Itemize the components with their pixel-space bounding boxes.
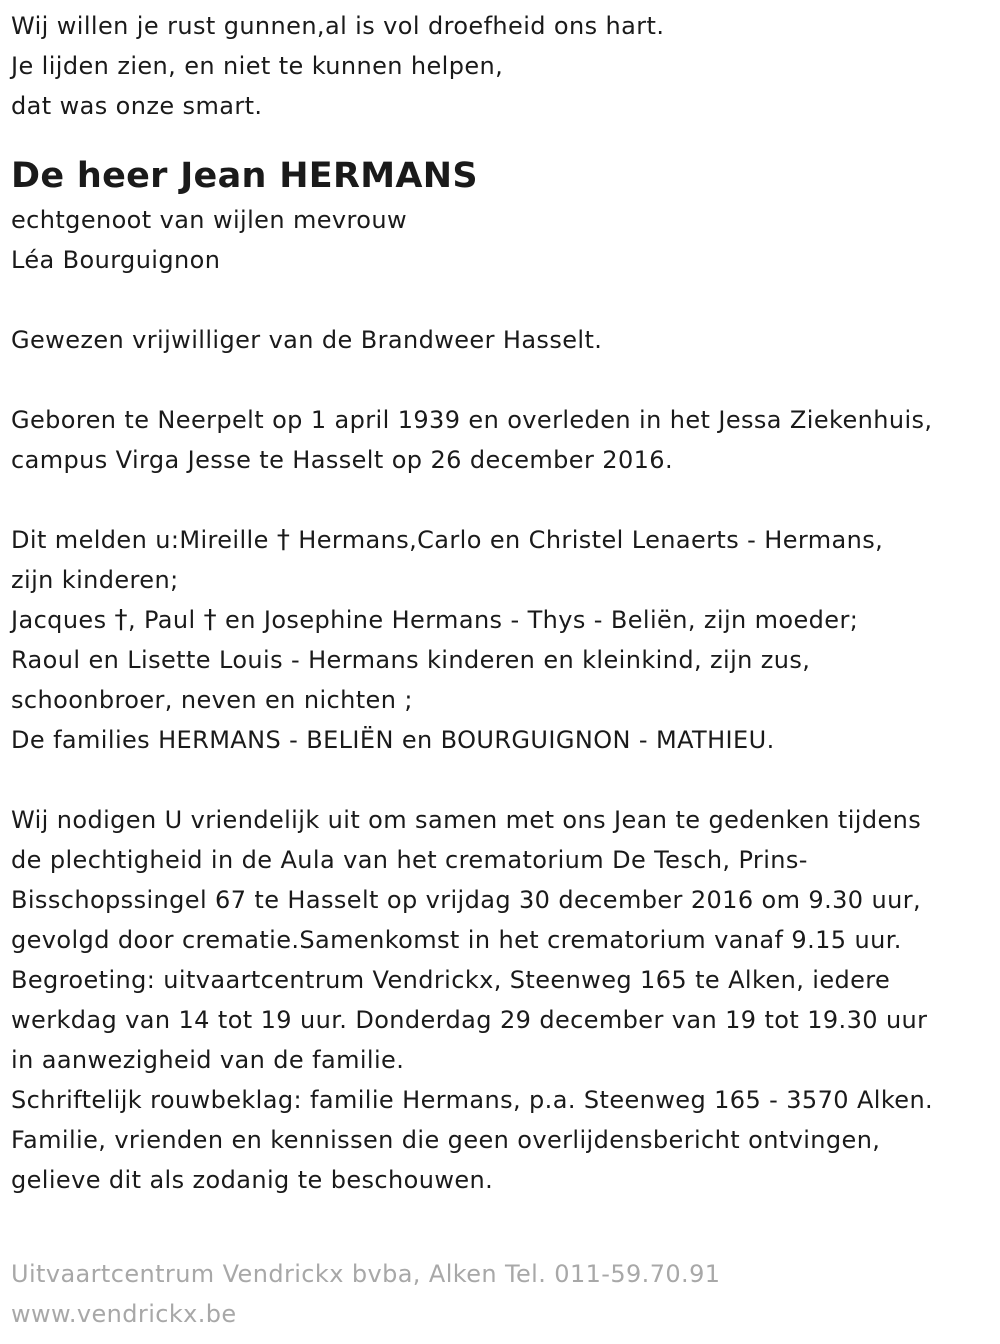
paragraph-line: Raoul en Lisette Louis - Hermans kinderen en kleinkind, zijn zus, bbox=[11, 646, 811, 674]
poem-line: Wij willen je rust gunnen,al is vol droefheid ons hart. bbox=[11, 12, 665, 40]
paragraph-line: Wij nodigen U vriendelijk uit om samen met ons Jean te gedenken tijdens bbox=[11, 806, 922, 834]
paragraph-line: Begroeting: uitvaartcentrum Vendrickx, Steenweg 165 te Alken, iedere bbox=[11, 966, 891, 994]
poem-line: dat was onze smart. bbox=[11, 92, 263, 120]
cross-icon: † bbox=[114, 605, 128, 635]
ceremony-paragraph bbox=[11, 800, 996, 1200]
occupation-text: Gewezen vrijwilliger van de Brandweer Hasselt. bbox=[11, 326, 603, 354]
paragraph-line: de plechtigheid in de Aula van het crematorium De Tesch, Prins- bbox=[11, 846, 808, 874]
funeral-home-website: www.vendrickx.be bbox=[11, 1300, 237, 1328]
paragraph-line: gelieve dit als zodanig te beschouwen. bbox=[11, 1166, 494, 1194]
funeral-home-footer bbox=[11, 1254, 996, 1334]
paragraph-line: Geboren te Neerpelt op 1 april 1939 en overleden in het Jessa Ziekenhuis, bbox=[11, 406, 933, 434]
paragraph-line: campus Virga Jesse te Hasselt op 26 december 2016. bbox=[11, 446, 673, 474]
paragraph-line: De families HERMANS - BELIËN en BOURGUIGNON - MATHIEU. bbox=[11, 726, 775, 754]
obituary-notice bbox=[11, 6, 996, 1200]
announcement-text: Dit melden u:Mireille bbox=[11, 526, 277, 554]
announcement-text: Jacques bbox=[11, 606, 115, 634]
deceased-name: De heer Jean HERMANS bbox=[11, 156, 478, 196]
paragraph-line: Bisschopssingel 67 te Hasselt op vrijdag 30 december 2016 om 9.30 uur, bbox=[11, 886, 921, 914]
spouse-line: echtgenoot van wijlen mevrouw bbox=[11, 206, 407, 234]
spouse-name: Léa Bourguignon bbox=[11, 246, 221, 274]
cross-icon: † bbox=[203, 605, 218, 635]
paragraph-line: in aanwezigheid van de familie. bbox=[11, 1046, 405, 1074]
announcement-text: Hermans,Carlo en Christel Lenaerts - Hermans, bbox=[290, 526, 884, 554]
paragraph-line bbox=[11, 600, 996, 640]
funeral-home-contact: Uitvaartcentrum Vendrickx bvba, Alken Tel. 011-59.70.91 bbox=[11, 1260, 721, 1288]
cross-icon: † bbox=[276, 525, 291, 555]
paragraph-line: schoonbroer, neven en nichten ; bbox=[11, 686, 413, 714]
paragraph-line: zijn kinderen; bbox=[11, 566, 179, 594]
paragraph-line: Familie, vrienden en kennissen die geen overlijdensbericht ontvingen, bbox=[11, 1126, 881, 1154]
poem bbox=[11, 6, 996, 126]
paragraph-line: Schriftelijk rouwbeklag: familie Hermans, p.a. Steenweg 165 - 3570 Alken. bbox=[11, 1086, 934, 1114]
announcement-text: , Paul bbox=[127, 606, 204, 634]
poem-line: Je lijden zien, en niet te kunnen helpen, bbox=[11, 52, 504, 80]
paragraph-line: werkdag van 14 tot 19 uur. Donderdag 29 december van 19 tot 19.30 uur bbox=[11, 1006, 928, 1034]
birth-death-paragraph bbox=[11, 400, 996, 480]
announcement-paragraph bbox=[11, 520, 996, 760]
paragraph-line bbox=[11, 520, 996, 560]
paragraph-line: gevolgd door crematie.Samenkomst in het crematorium vanaf 9.15 uur. bbox=[11, 926, 902, 954]
announcement-text: en Josephine Hermans - Thys - Beliën, zijn moeder; bbox=[217, 606, 859, 634]
